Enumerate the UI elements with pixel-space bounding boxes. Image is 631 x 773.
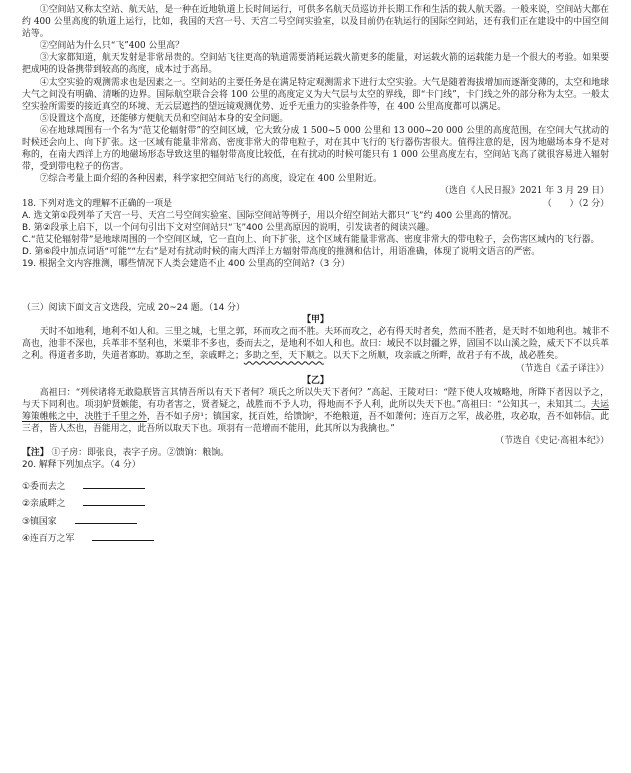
q20-word-3: ③镇国家 [22,516,57,527]
q20-item-3 [22,515,609,528]
jia-source: （节选自《孟子译注》） [515,363,609,374]
q18-option-c: C.“范艾伦辐射带”是地球周围的一个空间区域，它一直向上、向下扩张，这个区域有能量非常高、密度非常大的带电粒子，会伤害区域内的飞行器。 [22,234,600,245]
q20-answer-blank-3[interactable] [75,515,137,524]
q18-answer-slot [543,198,609,210]
passage-para-6: ⑥在地球周围有一个名为“范艾伦辐射带”的空间区域，它大致分成 1 500~5 000 公里和 13 000~20 000 公里的高度范围，在空间大气扰动的时候还会向上、向下扩张。这一区域有能量非常高、密度非常大的带电粒子，对在其中飞行的飞行器伤害很大。值得注意的是，因为地磁场本身不是对称的，在南大西洋上方的地磁场形态导致这里的辐射带高度比较低，在有扰动的时候可能只有 1 000 公里高度左右，空间站飞高了就很容易进入辐射带，受到带电粒子的伤害。 [22,125,609,173]
q18-stem-text: 18. 下列对选文的理解不正确的一项是 [22,198,173,209]
passage-para-2: ②空间站为什么只“飞”400 公里高？ [39,41,185,52]
jia-text-part2: 。以天下之所顺，攻亲戚之所畔，故君子有不战，战必胜矣。 [323,351,564,362]
yi-underlined-sentence: 夫运筹策帷帐之中，决胜于千里之外 [22,399,610,422]
passage-para-5: ⑤设置这个高度，还能够方便航天员和空间站本身的安全问题。 [39,113,289,124]
q20-item-2 [22,497,609,510]
q18-option-b: B. 第②段承上启下，以一个问句引出下文对空间站只“飞”400 公里高原因的说明，引发读者的阅读兴趣。 [22,222,435,233]
q18-stem [22,198,609,210]
q20-word-4: ④连百万之军 [22,533,75,544]
passage-para-7: ⑦综合考量上面介绍的各种因素，科学家把空间站飞行的高度，设定在 400 公里附近。 [39,174,382,185]
jia-text [22,326,609,362]
q18-option-a: A. 选文第①段列举了天宫一号、天宫二号空间实验室、国际空间站等例子，用以介绍空间站大都只“飞”约 400 公里高的情况。 [22,210,518,221]
q18-paren: （ ） [542,198,579,209]
yi-text [22,387,609,435]
passage-source: （选自《人民日报》2021 年 3 月 29 日） [439,186,609,197]
q20-item-4 [22,532,609,545]
q18-score: （2 分） [578,198,609,209]
q20-stem: 20. 解释下列加点字。（4 分） [22,460,141,471]
passage-para-4: ④太空实验的观测需求也是因素之一。空间站的主要任务是在满足特定观测需求下进行太空实验。大气是随着海拔增加而逐渐变薄的，太空和地球大气之间没有明确、清晰的边界。国际航空联合会将 100 公里的高度定义为大气层与太空的界线，即“卡门线”，卡门线之外的部分称为太空。一般太空实验所需要的接近真空的环境、无云层遮挡的望远镜观测优势、近乎无重力的实验条件等，在 400 公里高度都可以满足。 [22,77,609,112]
q19-stem: 19. 根据全文内容推测，哪些情况下人类会建造不止 400 公里高的空间站?（3 分） [22,258,350,269]
q20-item-1 [22,480,609,493]
q20-answer-blank-2[interactable] [83,497,145,506]
q20-answer-blank-1[interactable] [83,480,145,489]
q18-option-d: D. 第⑥段中加点词语“可能”“左右”是对有扰动时候的南大西洋上方辐射带高度的推测和估计，用语准确，体现了说明文语言的严密。 [22,246,541,257]
jia-text-part1: 天时不如地利，地利不如人和。三里之城，七里之郭，环而攻之而不胜。夫环而攻之，必有得天时者矣，然而不胜者，是天时不如地利也。城非不高也，池非不深也，兵革非不坚利也，米粟非不多也，委而去之，是地利不如人和也。故曰：域民不以封疆之界，固国不以山溪之险，威天下不以兵革之利。得道者多助，失道者寡助。寡助之至，亲戚畔之； [22,327,609,362]
answer-space [22,270,609,302]
passage-para-3: ③大家都知道，航天发射是非常昂贵的。空间站飞往更高的轨道需要消耗运载火箭更多的能量，对运载火箭的运载能力是一个很大的考验。如果要把成吨的设备携带到较高的高度，成本过于高昂。 [22,53,609,76]
yi-title: 【乙】 [302,375,329,386]
note-label: 【注】 [22,448,49,459]
q20-word-2: ②亲戚畔之 [22,499,66,510]
q20-word-1: ①委而去之 [22,482,66,493]
passage-para-1: ①空间站又称太空站、航天站，是一种在近地轨道上长时间运行，可供多名航天员巡访并长期工作和生活的载人航天器。一般来说，空间站大都在约 400 公里高度的轨道上运行，比如，我国的天宫一号、天宫二号空间实验室，以及目前仍在轨运行的国际空间站，还有我们正在建设中的中国空间站等。 [22,5,609,40]
notes [22,447,609,459]
yi-text-part1: 高祖曰：“列侯诸将无敢隐朕皆言其情吾所以有天下者何？项氏之所以失天下者何？”高起、王陵对曰：“陛下使人攻城略地，所降下者因以予之，与天下同利也。项羽妒贤嫉能，有功者害之，贤者疑之，战胜而不予人功，得地而不予人利，此所以失天下也。”高祖曰：“公知其一，未知其二。 [22,387,609,410]
yi-source: （节选自《史记·高祖本纪》） [495,436,609,447]
section3-heading: （三）阅读下面文言文选段，完成 20~24 题。（14 分） [22,303,245,314]
note-text: ①子房：即张良，表字子房。②馈饷：粮饷。 [51,448,229,459]
yi-text-part2: ，吾不如子房¹；镇国家，抚百姓，给馈饷²，不绝粮道，吾不如萧何；连百万之军，战必胜，攻必取，吾不如韩信。此三者，皆人杰也，吾能用之，此吾所以取天下也。项羽有一范增而不能用，此其所以为我擒也。” [22,411,609,434]
jia-title: 【甲】 [302,315,329,326]
q20-answer-blank-4[interactable] [92,532,154,541]
jia-wavy-sentence: 多助之至，天下顺之 [243,351,324,362]
